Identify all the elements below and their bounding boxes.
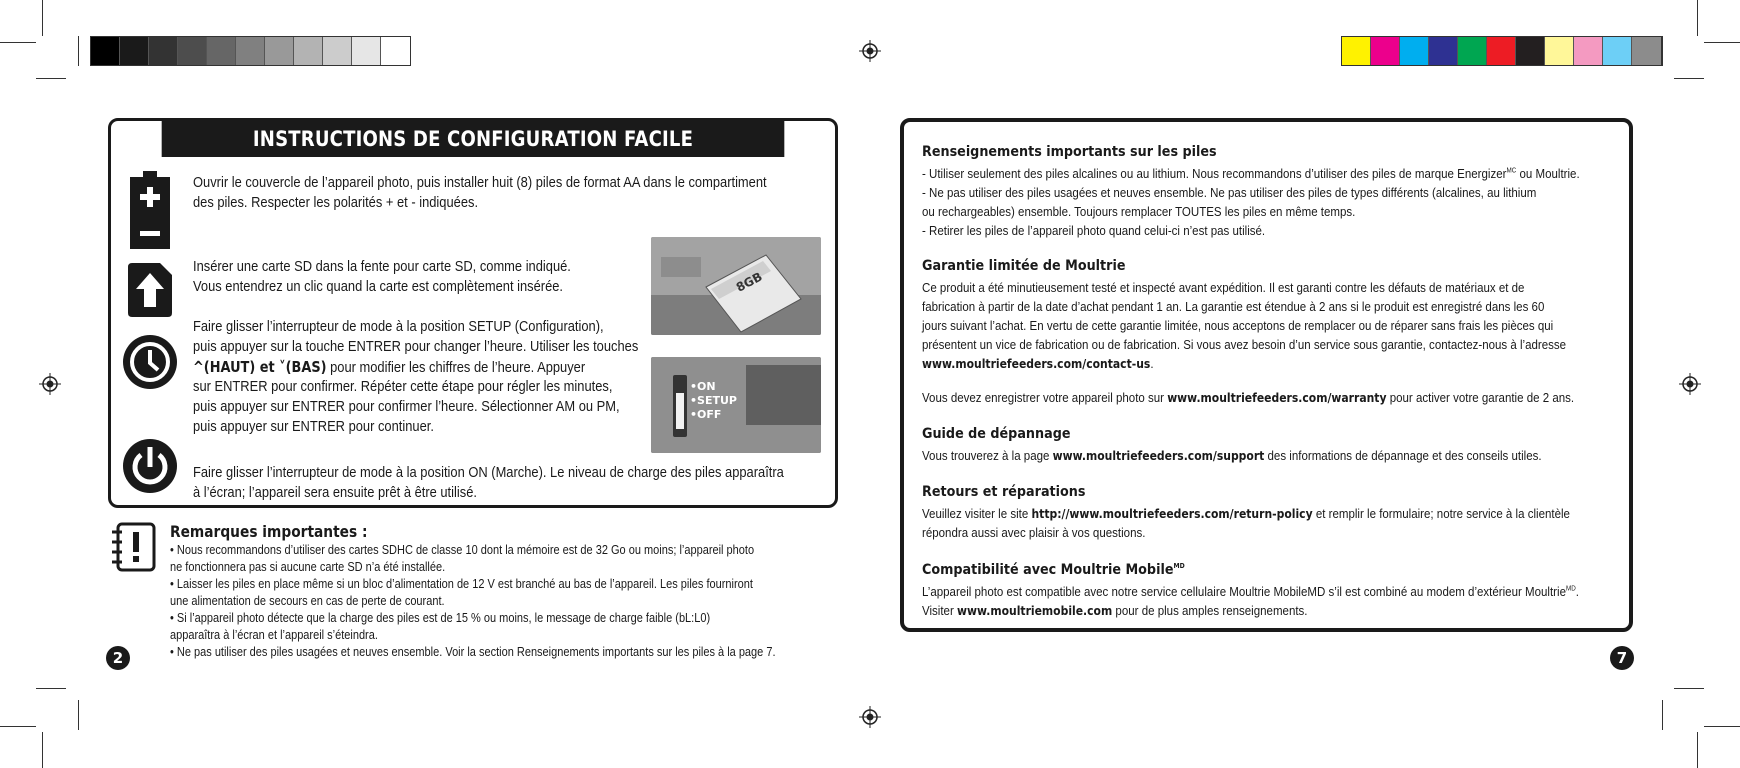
mode-switch-photo [651,357,821,453]
registration-mark-icon [859,706,881,728]
warranty-heading: Garantie limitée de Moultrie [922,258,1126,274]
step3-line1: Faire glisser l’interrupteur de mode à la position SETUP (Configuration), [193,318,604,335]
color-swatch [352,37,381,65]
batteries-line: - Utiliser seulement des piles alcalines ou au lithium. Nous recommandons d’utiliser des piles de marque Energizer$^{MC}$ ou Moultrie. [922,166,1580,181]
registration-mark-icon [39,373,61,395]
registration-mark-icon [1679,373,1701,395]
color-swatch [1371,37,1400,65]
crop-mark [1697,732,1698,768]
step4-line1: Faire glisser l’interrupteur de mode à la position ON (Marche). Le niveau de charge des piles apparaîtra [193,464,784,481]
moultrie-mobile-link[interactable]: www.moultriemobile.com [957,604,1113,618]
power-icon [123,439,177,493]
returns-line: répondra aussi avec plaisir à vos questions. [922,525,1146,540]
color-swatch [1400,37,1429,65]
page-number-left: 2 [106,646,130,670]
color-swatch [1516,37,1545,65]
note-line: • Laisser les piles en place même si un bloc d’alimentation de 12 V est branché au bas de l’appareil. Les piles fourniront [170,577,753,591]
step3-line5: puis appuyer sur ENTRER pour confirmer l’heure. Sélectionner AM ou PM, [193,398,620,415]
troubleshooting-line: Vous trouverez à la page www.moultriefeeders.com/support des informations de dépannage et des conseils utiles. [922,448,1542,463]
warranty-line: présentent un vice de fabrication ou de fabrication. Si vous avez besoin d’un service sous garantie, contactez-nous à l’adresse [922,337,1567,352]
returns-line: Veuillez visiter le site http://www.moultriefeeders.com/return-policy et remplir le formulaire; notre service à la clientèle [922,506,1570,521]
step3-line4: sur ENTRER pour confirmer. Répéter cette étape pour régler les minutes, [193,378,613,395]
return-policy-link[interactable]: http://www.moultriefeeders.com/return-policy [1031,507,1313,521]
step1-line2: des piles. Respecter les polarités + et - indiquées. [193,194,479,211]
sd-card-photo [651,237,821,335]
switch-setup-label: •SETUP [690,394,737,407]
note-line: apparaîtra à l’écran et l’appareil s’éteindra. [170,628,378,642]
color-swatch [1574,37,1603,65]
clock-icon [123,335,177,389]
crop-mark [78,700,79,730]
important-notes-icon [112,522,158,572]
mobile-line: L’appareil photo est compatible avec notre service cellulaire Moultrie MobileMD s’il est combiné au modem d’extérieur Moultrie$^{MD}$. [922,584,1579,599]
color-swatch [1429,37,1458,65]
color-swatch [91,37,120,65]
switch-on-label: •ON [690,380,716,393]
crop-mark [36,688,66,689]
note-line: une alimentation de secours en cas de perte de courant. [170,594,445,608]
note-line: • Ne pas utiliser des piles usagées et neuves ensemble. Voir la section Renseignements importants sur les piles à la page 7. [170,645,776,659]
setup-instructions-panel [108,118,838,508]
warranty-line: www.moultriefeeders.com/contact-us. [922,356,1154,371]
step1-line1: Ouvrir le couvercle de l’appareil photo, puis installer huit (8) piles de format AA dans le compartiment [193,174,767,191]
crop-mark [1704,42,1740,43]
crop-mark [0,42,36,43]
up-down-keys-label: ^(HAUT) et ˅(BAS) [193,358,327,376]
color-swatch [207,37,236,65]
grayscale-color-bar [90,36,411,66]
crop-mark [1662,700,1663,730]
color-swatch [323,37,352,65]
mobile-line: Visiter www.moultriemobile.com pour de plus amples renseignements. [922,603,1308,618]
crop-mark [1697,0,1698,36]
warranty-line: fabrication à partir de la date d’achat pendant 1 an. La garantie est étendue à 2 ans si le produit est enregistré dans les 60 [922,299,1545,314]
color-swatch [1603,37,1632,65]
page-number-right: 7 [1610,646,1634,670]
step3-line3: ^(HAUT) et ˅(BAS) pour modifier les chiffres de l’heure. Appuyer [193,358,586,376]
troubleshooting-heading: Guide de dépannage [922,426,1071,442]
color-swatch [1458,37,1487,65]
batteries-heading: Renseignements importants sur les piles [922,144,1217,160]
support-link[interactable]: www.moultriefeeders.com/support [1052,449,1265,463]
crop-mark [1674,688,1704,689]
returns-heading: Retours et réparations [922,484,1086,500]
crop-mark [42,732,43,768]
crop-mark [1674,78,1704,79]
important-notes-title: Remarques importantes : [170,522,368,541]
warranty-register-line: Vous devez enregistrer votre appareil photo sur www.moultriefeeders.com/warranty pour activer votre garantie de 2 ans. [922,390,1575,405]
color-swatch [1545,37,1574,65]
color-swatch [120,37,149,65]
information-panel [900,118,1633,632]
step3-line2: puis appuyer sur la touche ENTRER pour changer l’heure. Utiliser les touches [193,338,639,355]
setup-instructions-title: INSTRUCTIONS DE CONFIGURATION FACILE [162,121,785,157]
color-swatch [236,37,265,65]
warranty-line: jours suivant l’achat. En vertu de cette garantie limitée, nous acceptons de remplacer ou de réparer sans frais les pièces qui [922,318,1554,333]
batteries-line: - Ne pas utiliser des piles usagées et neuves ensemble. Ne pas utiliser des piles de types différents (alcalines, au lithium [922,185,1537,200]
registration-mark-icon [859,40,881,62]
color-swatch [149,37,178,65]
sd-card-insert-icon [128,263,172,317]
crop-mark [0,726,36,727]
note-line: • Si l’appareil photo détecte que la charge des piles est de 15 % ou moins, le message de charge faible (bL:L0) [170,611,711,625]
warranty-link[interactable]: www.moultriefeeders.com/warranty [1167,391,1387,405]
step4-line2: à l’écran; l’appareil sera ensuite prêt à être utilisé. [193,484,477,501]
process-color-bar [1341,36,1662,66]
crop-mark [36,78,66,79]
switch-off-label: •OFF [690,408,722,421]
crop-mark [42,0,43,36]
color-swatch [1632,37,1661,65]
color-swatch [1342,37,1371,65]
step2-line2: Vous entendrez un clic quand la carte est complètement insérée. [193,278,564,295]
battery-icon [130,171,170,249]
sd-card-capacity-label: 8GB [733,269,765,295]
note-line: ne fonctionnera pas si aucune carte SD n’a été installée. [170,560,446,574]
contact-link[interactable]: www.moultriefeeders.com/contact-us [922,357,1151,371]
color-swatch [294,37,323,65]
color-swatch [381,37,410,65]
warranty-line: Ce produit a été minutieusement testé et inspecté avant expédition. Il est garanti contre les défauts de matériaux et de [922,280,1525,295]
crop-mark [1662,36,1663,66]
step3-line6: puis appuyer sur ENTRER pour continuer. [193,418,434,435]
color-swatch [178,37,207,65]
batteries-line: ou rechargeables) ensemble. Toujours remplacer TOUTES les piles en même temps. [922,204,1356,219]
mobile-heading: Compatibilité avec Moultrie Mobile$^{MD}$ [922,562,1185,578]
step2-line1: Insérer une carte SD dans la fente pour carte SD, comme indiqué. [193,258,571,275]
note-line: • Nous recommandons d’utiliser des cartes SDHC de classe 10 dont la mémoire est de 32 Go ou moins; l’appareil photo [170,543,755,557]
crop-mark [1704,726,1740,727]
batteries-line: - Retirer les piles de l’appareil photo quand celui-ci n’est pas utilisé. [922,223,1266,238]
crop-mark [78,36,79,66]
color-swatch [1487,37,1516,65]
color-swatch [265,37,294,65]
